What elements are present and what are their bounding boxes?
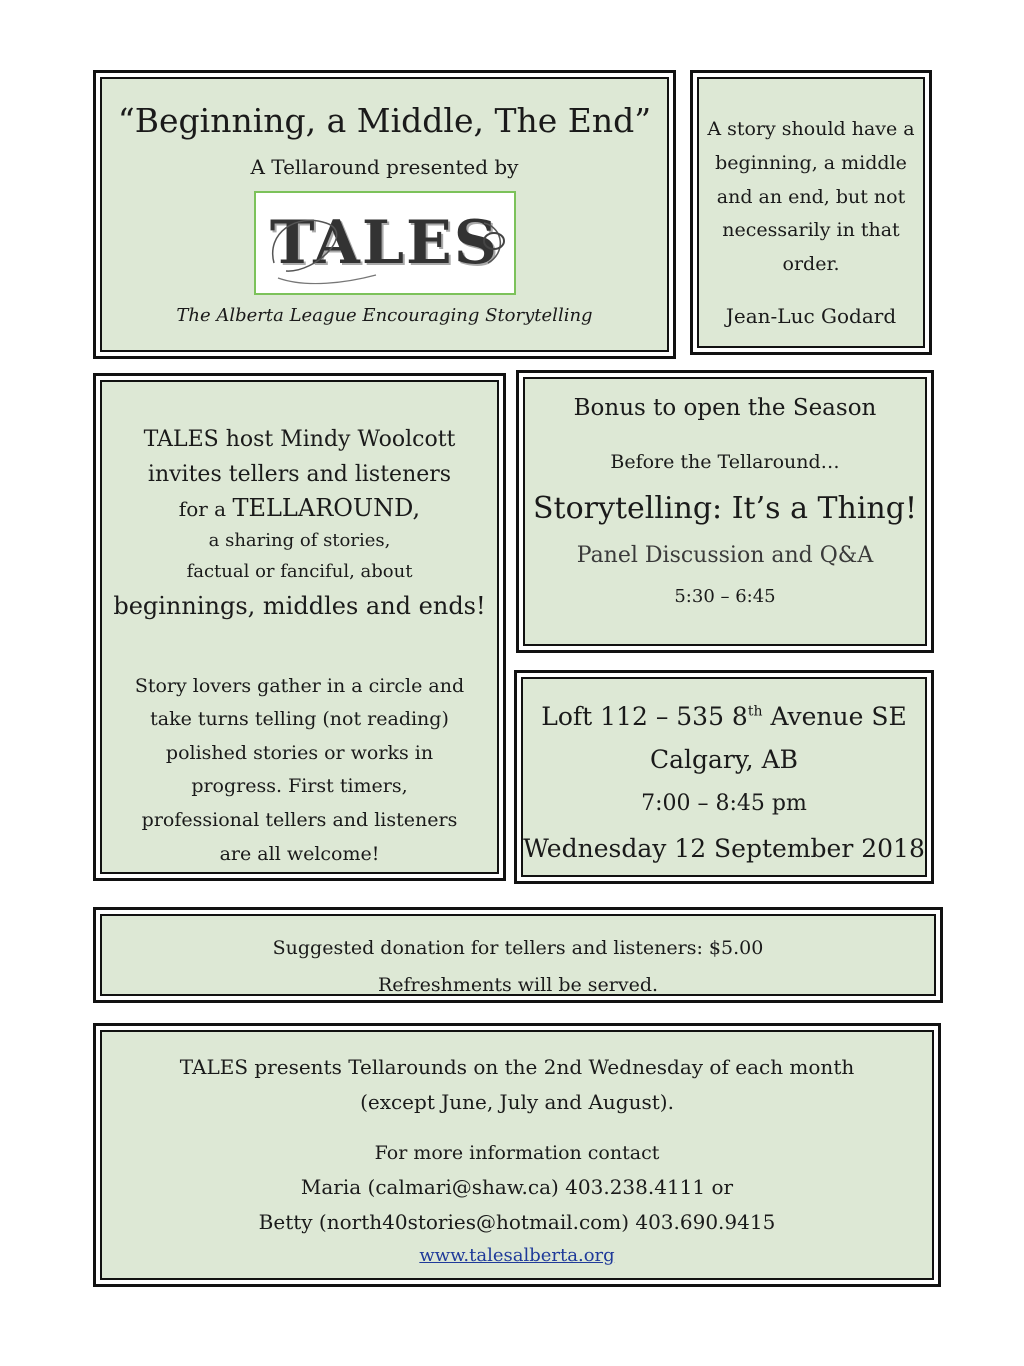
venue-city: Calgary, AB [649,745,798,774]
contact-betty: Betty (north40stories@hotmail.com) 403.690.9415 [258,1210,776,1235]
bonus-heading: Bonus to open the Season [573,395,877,421]
bonus-panel [516,370,934,653]
logo-wordmark: TALES [269,207,500,278]
info-panel-inner [100,1030,934,1280]
invite-line: invites tellers and listeners [147,462,452,488]
logo-flourish-icon [256,193,514,293]
bonus-event-title: Storytelling: It’s a Thing! [532,491,918,527]
quote-panel-inner [697,77,925,348]
address-part-a: Loft 112 – 535 8 [541,702,748,731]
bonus-time: 5:30 – 6:45 [674,585,776,607]
for-a-text: for a [178,497,233,522]
info-panel [93,1023,941,1287]
venue-panel [514,670,934,884]
address-part-b: Avenue SE [762,702,907,731]
donation-line: Suggested donation for tellers and listeners: $5.00 [272,937,764,959]
invitation-panel-inner [100,380,499,874]
venue-address [523,695,925,738]
title-panel [93,70,676,359]
bonus-before: Before the Tellaround… [610,450,840,473]
quote-panel [690,70,932,355]
event-title: “Beginning, a Middle, The End” [117,101,652,140]
quote-text: A story should have a beginning, a middle and an end, but not necessarily in that order. [707,118,915,276]
title-panel-inner [100,77,669,352]
address-sup: th [747,703,763,720]
quote-author: Jean-Luc Godard [725,304,897,329]
donation-panel [93,907,943,1003]
schedule-line: TALES presents Tellarounds on the 2nd Wednesday of each month [179,1055,855,1079]
refreshments-line: Refreshments will be served. [377,974,659,996]
website-link[interactable]: www.talesalberta.org [419,1245,615,1267]
schedule-exception: (except June, July and August). [360,1090,674,1114]
league-name: The Alberta League Encouraging Storytelling [176,304,593,326]
contact-heading: For more information contact [374,1142,660,1164]
tellaround-word: TELLAROUND, [232,494,421,523]
tales-logo [254,191,516,295]
contact-maria: Maria (calmari@shaw.ca) 403.238.4111 or [300,1175,734,1200]
sharing-line: a sharing of stories, [208,529,391,551]
host-line: TALES host Mindy Woolcott [143,427,456,452]
theme-line: beginnings, middles and ends! [113,592,486,621]
donation-panel-inner [100,914,936,996]
venue-panel-inner [521,677,927,877]
event-date: Wednesday 12 September 2018 [523,834,925,864]
factual-line: factual or fanciful, about [186,560,413,582]
tellaround-line [108,492,491,526]
description-paragraph: Story lovers gather in a circle and take turns telling (not reading) polished stories or works in progress. First timers, professional tellers and listeners are all welcome! [134,674,465,865]
event-time: 7:00 – 8:45 pm [641,791,807,816]
event-subtitle: A Tellaround presented by [250,154,519,179]
invitation-panel [93,373,506,881]
bonus-panel-discussion: Panel Discussion and Q&A [576,543,874,569]
bonus-panel-inner [523,377,927,646]
